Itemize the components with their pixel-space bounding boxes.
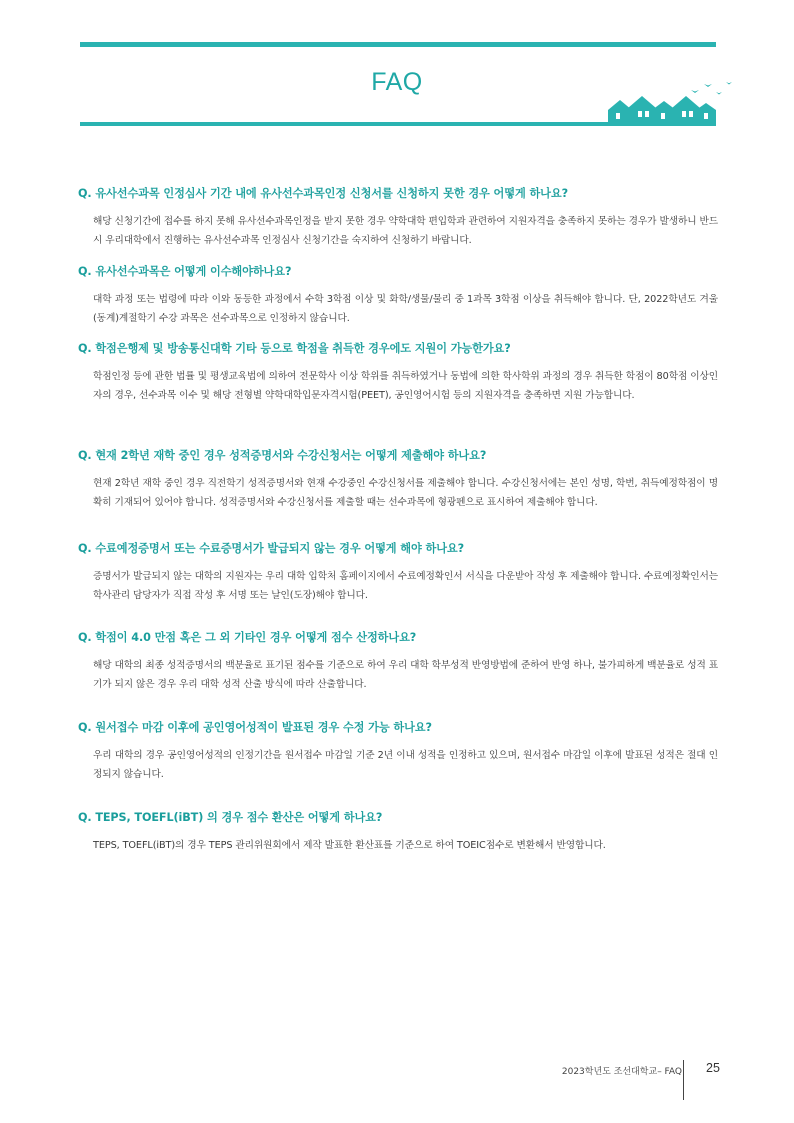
faq-item <box>78 810 718 855</box>
faq-question: Q. 유사선수과목은 어떻게 이수해야하나요? <box>78 265 292 278</box>
header-rule <box>80 122 716 126</box>
faq-answer: 증명서가 발급되지 않는 대학의 지원자는 우리 대학 입학처 홈페이지에서 수료예정확인서 서식을 다운받아 작성 후 제출해야 합니다. 수료예정확인서는 학사관리 담당자가 직접 작성 후 서명 또는 날인(도장)해야 합니다. <box>93 571 718 601</box>
faq-answer: 우리 대학의 경우 공인영어성적의 인정기간을 원서접수 마감일 기준 2년 이내 성적을 인정하고 있으며, 원서접수 마감일 이후에 발표된 성적은 절대 인정되지 않습니다. <box>93 750 718 780</box>
faq-question: Q. 수료예정증명서 또는 수료증명서가 발급되지 않는 경우 어떻게 해야 하나요? <box>78 542 465 555</box>
faq-item <box>78 541 718 605</box>
bird-icon <box>704 84 712 87</box>
top-rule <box>80 42 716 47</box>
house-icon <box>672 96 700 122</box>
faq-item <box>78 264 718 328</box>
house-icon <box>628 96 656 122</box>
house-icon <box>696 103 716 122</box>
faq-answer: 해당 대학의 최종 성적증명서의 백분율로 표기된 점수를 기준으로 하여 우리 대학 학부성적 반영방법에 준하여 반영 하나, 불가피하게 백분율로 성적 표기가 되지 않은 경우 우리 대학 성적 산출 방식에 따라 산출합니다. <box>93 660 718 690</box>
faq-question: Q. 원서접수 마감 이후에 공인영어성적이 발표된 경우 수정 가능 하나요? <box>78 721 432 734</box>
faq-question: Q. 유사선수과목 인정심사 기간 내에 유사선수과목인정 신청서를 신청하지 못한 경우 어떻게 하나요? <box>78 187 568 200</box>
faq-item <box>78 720 718 784</box>
faq-item <box>78 630 718 694</box>
faq-item <box>78 341 718 405</box>
faq-item <box>78 186 718 250</box>
faq-item <box>78 448 718 512</box>
page-number: 25 <box>706 1061 720 1075</box>
faq-question: Q. 학점이 4.0 만점 혹은 그 외 기타인 경우 어떻게 점수 산정하나요? <box>78 631 417 644</box>
bird-icon <box>691 90 699 93</box>
faq-question: Q. 학점은행제 및 방송통신대학 기타 등으로 학점을 취득한 경우에도 지원이 가능한가요? <box>78 342 511 355</box>
footer-doc-label: 2023학년도 조선대학교– FAQ <box>561 1067 682 1077</box>
faq-answer: 학점인정 등에 관한 법률 및 평생교육법에 의하여 전문학사 이상 학위를 취득하였거나 동법에 의한 학사학위 과정의 경우 취득한 학점이 80학점 이상인 자의 경우, 선수과목 이수 및 해당 전형별 약학대학입문자격시험(PEET), 공인영어시험 등의 지원자격을 충족하면 지원 가능합니다. <box>93 371 719 401</box>
faq-answer: 현재 2학년 재학 중인 경우 직전학기 성적증명서와 현재 수강중인 수강신청서를 제출해야 합니다. 수강신청서에는 본인 성명, 학번, 취득예정학점이 명확히 기재되어 있어야 합니다. 성적증명서와 수강신청서를 제출할 때는 선수과목에 형광펜으로 표시하여 제출해야 합니다. <box>93 478 718 508</box>
bird-icon <box>726 82 732 85</box>
page-title: FAQ <box>371 68 423 96</box>
faq-question: Q. TEPS, TOEFL(iBT) 의 경우 점수 환산은 어떻게 하나요? <box>78 811 383 824</box>
faq-answer: TEPS, TOEFL(iBT)의 경우 TEPS 관리위원회에서 제작 발표한 환산표를 기준으로 하여 TOEIC점수로 변환해서 반영합니다. <box>93 840 606 851</box>
faq-answer: 해당 신청기간에 접수를 하지 못해 유사선수과목인정을 받지 못한 경우 약학대학 편입학과 관련하여 지원자격을 충족하지 못하는 경우가 발생하니 반드시 우리대학에서 진행하는 유사선수과목 인정심사 신청기간을 숙지하여 신청하기 바랍니다. <box>93 216 718 246</box>
bird-icon <box>716 92 722 95</box>
faq-question: Q. 현재 2학년 재학 중인 경우 성적증명서와 수강신청서는 어떻게 제출해야 하나요? <box>78 449 487 462</box>
houses-birds-illustration <box>606 78 736 124</box>
faq-answer: 대학 과정 또는 법령에 따라 이와 동등한 과정에서 수학 3학점 이상 및 화학/생물/물리 중 1과목 3학점 이상을 취득해야 합니다. 단, 2022학년도 겨울(동계)계절학기 수강 과목은 선수과목으로 인정하지 않습니다. <box>93 294 718 324</box>
footer-divider <box>683 1060 684 1100</box>
